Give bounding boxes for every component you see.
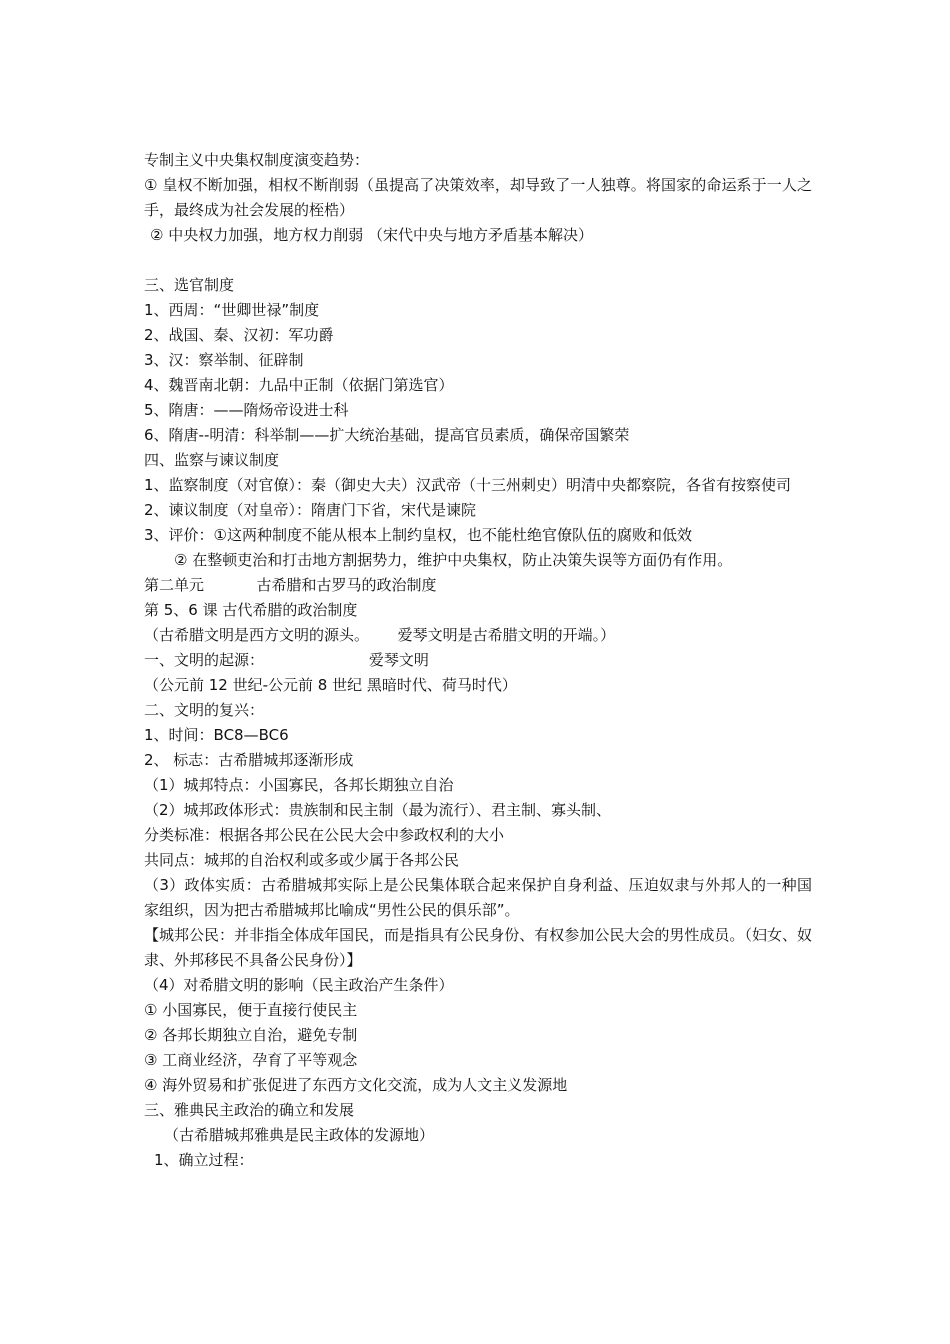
citizen-note: 【城邦公民：并非指全体成年国民，而是指具有公民身份、有权参加公民大会的男性成员。（妇女、奴隶、外邦移民不具备公民身份）】 (144, 926, 812, 969)
supervision-system: 1、监察制度（对官僚）：秦（御史大夫）汉武帝（十三州刺史）明清中央都察院，各省有按察使司 (144, 476, 792, 494)
lesson-note: （古希腊文明是西方文明的源头。 爱琴文明是古希腊文明的开端。） (144, 626, 616, 644)
polis-criteria: 分类标准：根据各邦公民在公民大会中参政权利的大小 (144, 826, 505, 844)
list-item: ④ 海外贸易和扩张促进了东西方文化交流，成为人文主义发源地 (144, 1076, 568, 1094)
list-item: ② 各邦长期独立自治，避免专制 (144, 1026, 358, 1044)
remonstrance-system: 2、谏议制度（对皇帝）：隋唐门下省，宋代是谏院 (144, 501, 477, 519)
list-item: 6、隋唐--明清：科举制——扩大统治基础，提高官员素质，确保帝国繁荣 (144, 426, 630, 444)
revival-time: 1、时间：BC8—BC6 (144, 726, 289, 744)
influence-heading: （4）对希腊文明的影响（民主政治产生条件） (144, 976, 454, 994)
lesson-title: 第 5、6 课 古代希腊的政治制度 (144, 601, 358, 619)
list-item: 2、战国、秦、汉初：军功爵 (144, 326, 334, 344)
trend-item-1: ① 皇权不断加强，相权不断削弱（虽提高了决策效率，却导致了一人独尊。将国家的命运系于一人之手，最终成为社会发展的桎梏） (144, 176, 812, 219)
athens-process: 1、确立过程： (154, 1151, 254, 1169)
evaluation-2: ② 在整顿吏治和打击地方割据势力，维护中央集权，防止决策失误等方面仍有作用。 (174, 551, 733, 569)
origin-heading: 一、文明的起源： 爱琴文明 (144, 651, 429, 669)
polis-feature: （1）城邦特点：小国寡民，各邦长期独立自治 (144, 776, 454, 794)
list-item: 4、魏晋南北朝：九品中正制（依据门第选官） (144, 376, 454, 394)
trend-item-2: ② 中央权力加强，地方权力削弱 （宋代中央与地方矛盾基本解决） (150, 226, 593, 244)
list-item: ③ 工商业经济，孕育了平等观念 (144, 1051, 358, 1069)
trend-heading: 专制主义中央集权制度演变趋势： (144, 151, 370, 169)
athens-heading: 三、雅典民主政治的确立和发展 (144, 1101, 355, 1119)
section-3-heading: 三、选官制度 (144, 276, 235, 294)
document-body (144, 148, 812, 1173)
evaluation-1: 3、评价：①这两种制度不能从根本上制约皇权，也不能杜绝官僚队伍的腐败和低效 (144, 526, 692, 544)
list-item: ① 小国寡民，便于直接行使民主 (144, 1001, 358, 1019)
list-item: 1、西周：“世卿世禄”制度 (144, 301, 320, 319)
section-4-heading: 四、监察与谏议制度 (144, 451, 280, 469)
list-item: 3、汉：察举制、征辟制 (144, 351, 304, 369)
blank-line (144, 248, 812, 273)
unit-2-title: 第二单元 古希腊和古罗马的政治制度 (144, 576, 437, 594)
revival-heading: 二、文明的复兴： (144, 701, 265, 719)
list-item: 5、隋唐：——隋炀帝设进士科 (144, 401, 349, 419)
polis-common: 共同点：城邦的自治权利或多或少属于各邦公民 (144, 851, 460, 869)
revival-sign: 2、 标志：古希腊城邦逐渐形成 (144, 751, 354, 769)
origin-note: （公元前 12 世纪-公元前 8 世纪 黑暗时代、荷马时代） (144, 676, 517, 694)
polis-forms: （2）城邦政体形式：贵族制和民主制（最为流行）、君主制、寡头制、 (144, 801, 612, 819)
athens-note: （古希腊城邦雅典是民主政体的发源地） (164, 1126, 435, 1144)
polis-essence: （3）政体实质：古希腊城邦实际上是公民集体联合起来保护自身利益、压迫奴隶与外邦人的一种国家组织，因为把古希腊城邦比喻成“男性公民的俱乐部”。 (144, 876, 812, 919)
